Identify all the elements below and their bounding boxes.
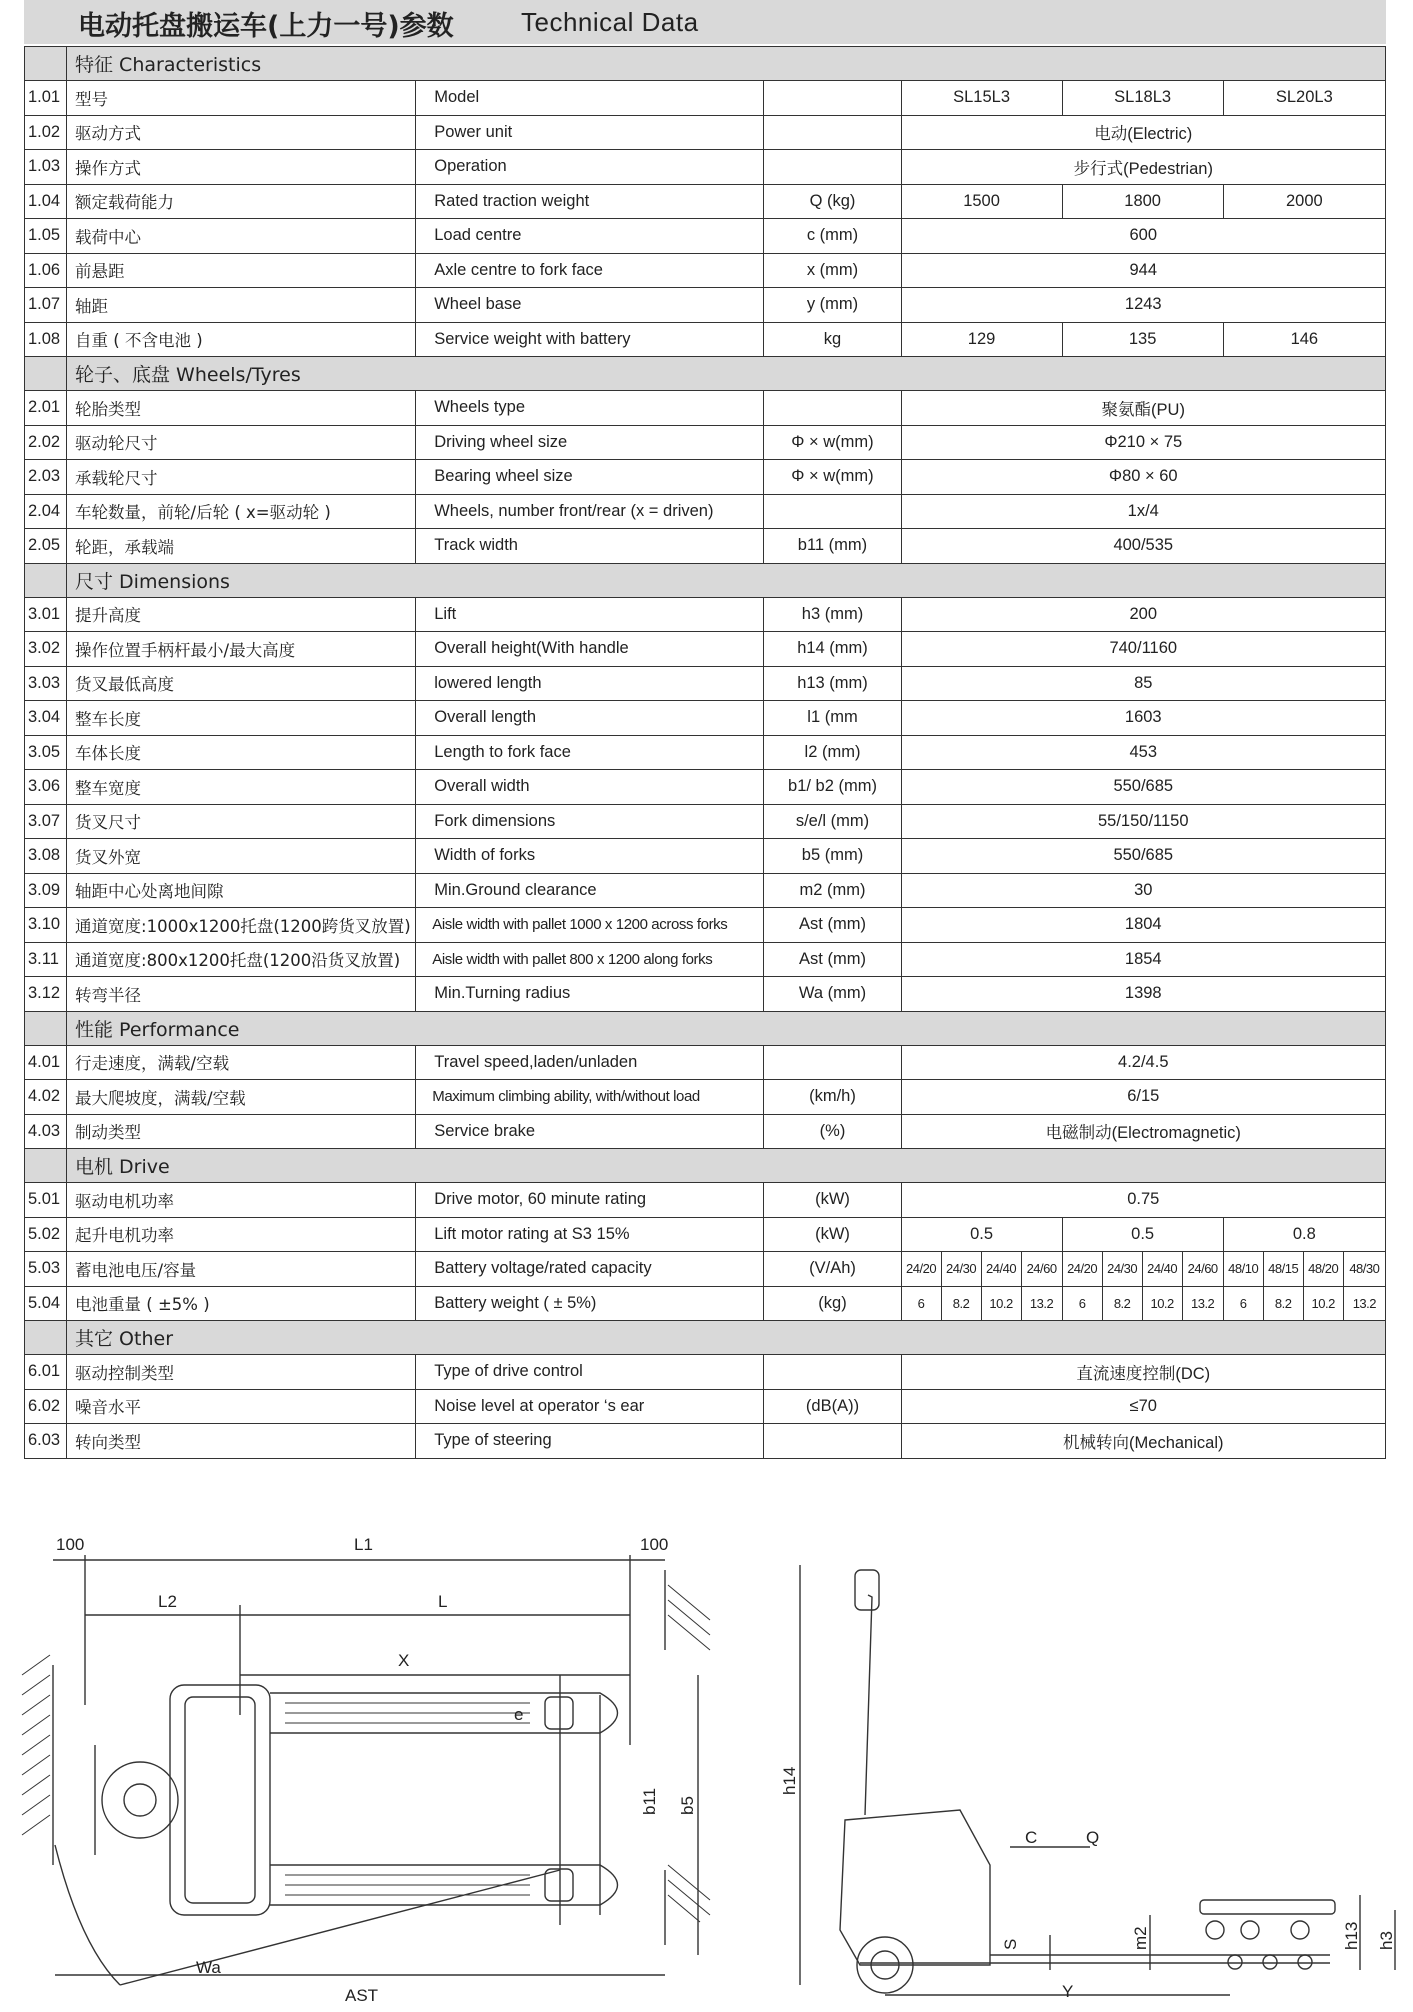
- dim-c: C: [1025, 1828, 1038, 1847]
- row-value: 1398: [901, 977, 1385, 1012]
- dim-l: L: [438, 1592, 448, 1611]
- row-number: 4.02: [25, 1080, 67, 1115]
- row-label-en: Power unit: [416, 115, 764, 150]
- row-value: 4.2/4.5: [901, 1045, 1385, 1080]
- row-label-en: Min.Ground clearance: [416, 873, 764, 908]
- row-unit: m2 (mm): [764, 873, 901, 908]
- dim-b11: b11: [640, 1787, 659, 1815]
- row-value-cell: 8.2: [941, 1286, 981, 1321]
- section-title: 其它 Other: [67, 1321, 1386, 1355]
- row-label-cn: 转弯半径: [67, 977, 416, 1012]
- row-value: 步行式(Pedestrian): [901, 150, 1385, 185]
- row-value: 机械转向(Mechanical): [901, 1424, 1385, 1459]
- spec-row: [25, 1045, 1386, 1080]
- row-value: 400/535: [901, 529, 1385, 564]
- spec-row: [25, 1114, 1386, 1149]
- row-label-en: Maximum climbing ability, with/without load: [416, 1080, 764, 1115]
- row-label-cn: 驱动轮尺寸: [67, 425, 416, 460]
- row-value-model-1: 1500: [901, 184, 1062, 219]
- spec-row: [25, 770, 1386, 805]
- row-value: 1804: [901, 908, 1385, 943]
- row-unit: [764, 391, 901, 426]
- spec-row: [25, 115, 1386, 150]
- row-value-cell: 24/40: [981, 1252, 1021, 1287]
- row-unit: (km/h): [764, 1080, 901, 1115]
- spec-row: [25, 253, 1386, 288]
- row-number: 3.01: [25, 597, 67, 632]
- row-value-cell: 8.2: [1102, 1286, 1142, 1321]
- row-value-model-1: 129: [901, 322, 1062, 357]
- row-value-model-3: 0.8: [1223, 1217, 1385, 1252]
- row-label-cn: 通道宽度:800x1200托盘(1200沿货叉放置): [67, 942, 416, 977]
- dim-y: Y: [1062, 1982, 1074, 2001]
- row-label-cn: 轴距中心处离地间隙: [67, 873, 416, 908]
- dim-x: X: [398, 1651, 410, 1670]
- spec-row: [25, 184, 1386, 219]
- row-label-cn: 驱动方式: [67, 115, 416, 150]
- row-label-en: Drive motor, 60 minute rating: [416, 1183, 764, 1218]
- row-value-cell: 24/20: [1062, 1252, 1102, 1287]
- row-number: 1.05: [25, 219, 67, 254]
- row-value-cell: 6: [901, 1286, 941, 1321]
- row-label-en: Battery weight ( ± 5%): [416, 1286, 764, 1321]
- row-unit: (kW): [764, 1183, 901, 1218]
- row-value-cell: 48/30: [1343, 1252, 1385, 1287]
- row-label-en: Driving wheel size: [416, 425, 764, 460]
- row-number: 3.06: [25, 770, 67, 805]
- row-label-cn: 驱动电机功率: [67, 1183, 416, 1218]
- dim-100-right: 100: [640, 1535, 669, 1554]
- spec-row: [25, 873, 1386, 908]
- spec-row: [25, 839, 1386, 874]
- row-number: 3.12: [25, 977, 67, 1012]
- row-value-cell: 24/30: [941, 1252, 981, 1287]
- dim-l1: L1: [354, 1535, 373, 1554]
- section-num-cell: [25, 47, 67, 81]
- row-number: 3.07: [25, 804, 67, 839]
- row-value: 电磁制动(Electromagnetic): [901, 1114, 1385, 1149]
- row-value-model-3: SL20L3: [1223, 81, 1385, 116]
- spec-row: [25, 1183, 1386, 1218]
- row-unit: y (mm): [764, 288, 901, 323]
- row-value-cell: 13.2: [1021, 1286, 1062, 1321]
- row-label-cn: 驱动控制类型: [67, 1355, 416, 1390]
- section-row: [25, 1149, 1386, 1183]
- row-unit: (kW): [764, 1217, 901, 1252]
- row-number: 1.08: [25, 322, 67, 357]
- row-label-en: Overall length: [416, 701, 764, 736]
- row-number: 3.10: [25, 908, 67, 943]
- row-unit: Φ × w(mm): [764, 460, 901, 495]
- row-label-cn: 通道宽度:1000x1200托盘(1200跨货叉放置): [67, 908, 416, 943]
- row-value: 600: [901, 219, 1385, 254]
- row-number: 2.03: [25, 460, 67, 495]
- row-value-cell: 10.2: [1142, 1286, 1182, 1321]
- row-unit: (V/Ah): [764, 1252, 901, 1287]
- section-num-cell: [25, 563, 67, 597]
- row-unit: Φ × w(mm): [764, 425, 901, 460]
- section-row: [25, 1321, 1386, 1355]
- row-label-en: Axle centre to fork face: [416, 253, 764, 288]
- row-unit: c (mm): [764, 219, 901, 254]
- row-label-cn: 承载轮尺寸: [67, 460, 416, 495]
- row-value-cell: 24/40: [1142, 1252, 1182, 1287]
- row-unit: [764, 494, 901, 529]
- row-value-model-3: 146: [1223, 322, 1385, 357]
- row-number: 1.06: [25, 253, 67, 288]
- row-label-en: Service brake: [416, 1114, 764, 1149]
- row-label-en: Noise level at operator ‘s ear: [416, 1389, 764, 1424]
- row-label-cn: 行走速度，满载/空载: [67, 1045, 416, 1080]
- spec-row: [25, 494, 1386, 529]
- section-row: [25, 357, 1386, 391]
- row-value: 电动(Electric): [901, 115, 1385, 150]
- spec-row: [25, 666, 1386, 701]
- spec-row: [25, 942, 1386, 977]
- row-unit: b11 (mm): [764, 529, 901, 564]
- dimension-drawings: [0, 1525, 1413, 2007]
- row-number: 5.04: [25, 1286, 67, 1321]
- spec-row: [25, 735, 1386, 770]
- row-number: 5.01: [25, 1183, 67, 1218]
- row-value-model-2: SL18L3: [1062, 81, 1223, 116]
- row-label-en: Min.Turning radius: [416, 977, 764, 1012]
- row-number: 6.01: [25, 1355, 67, 1390]
- spec-row: [25, 977, 1386, 1012]
- dim-100-left: 100: [56, 1535, 85, 1554]
- row-value: 740/1160: [901, 632, 1385, 667]
- row-value: 0.75: [901, 1183, 1385, 1218]
- row-value-model-3: 2000: [1223, 184, 1385, 219]
- row-unit: h3 (mm): [764, 597, 901, 632]
- row-label-en: lowered length: [416, 666, 764, 701]
- row-label-en: Rated traction weight: [416, 184, 764, 219]
- row-number: 3.09: [25, 873, 67, 908]
- row-number: 1.04: [25, 184, 67, 219]
- row-label-en: Type of steering: [416, 1424, 764, 1459]
- dim-h3: h3: [1377, 1931, 1396, 1950]
- row-label-cn: 起升电机功率: [67, 1217, 416, 1252]
- row-label-cn: 转向类型: [67, 1424, 416, 1459]
- section-row: [25, 1011, 1386, 1045]
- spec-row: [25, 1286, 1386, 1321]
- row-unit: Q (kg): [764, 184, 901, 219]
- row-label-cn: 载荷中心: [67, 219, 416, 254]
- row-value-model-1: 0.5: [901, 1217, 1062, 1252]
- row-label-cn: 型号: [67, 81, 416, 116]
- row-number: 1.02: [25, 115, 67, 150]
- row-label-cn: 制动类型: [67, 1114, 416, 1149]
- row-label-cn: 蓄电池电压/容量: [67, 1252, 416, 1287]
- dim-s: S: [1001, 1938, 1020, 1950]
- row-label-en: Wheels type: [416, 391, 764, 426]
- row-unit: x (mm): [764, 253, 901, 288]
- row-value: 55/150/1150: [901, 804, 1385, 839]
- spec-row: [25, 1252, 1386, 1287]
- row-label-cn: 整车宽度: [67, 770, 416, 805]
- row-unit: h14 (mm): [764, 632, 901, 667]
- spec-row: [25, 288, 1386, 323]
- row-value-cell: 48/10: [1223, 1252, 1263, 1287]
- row-value: 30: [901, 873, 1385, 908]
- spec-row: [25, 597, 1386, 632]
- row-value: 1854: [901, 942, 1385, 977]
- row-unit: b1/ b2 (mm): [764, 770, 901, 805]
- row-value-cell: 24/20: [901, 1252, 941, 1287]
- row-value-model-2: 135: [1062, 322, 1223, 357]
- row-number: 2.02: [25, 425, 67, 460]
- row-label-cn: 额定载荷能力: [67, 184, 416, 219]
- spec-row: [25, 632, 1386, 667]
- row-label-cn: 货叉外宽: [67, 839, 416, 874]
- row-unit: (%): [764, 1114, 901, 1149]
- row-value-cell: 8.2: [1263, 1286, 1303, 1321]
- row-unit: l2 (mm): [764, 735, 901, 770]
- spec-row: [25, 460, 1386, 495]
- section-num-cell: [25, 1011, 67, 1045]
- row-unit: kg: [764, 322, 901, 357]
- section-row: [25, 47, 1386, 81]
- spec-row: [25, 529, 1386, 564]
- row-label-en: Type of drive control: [416, 1355, 764, 1390]
- section-num-cell: [25, 357, 67, 391]
- row-value-model-2: 1800: [1062, 184, 1223, 219]
- row-label-cn: 车体长度: [67, 735, 416, 770]
- section-title: 尺寸 Dimensions: [67, 563, 1386, 597]
- row-number: 4.01: [25, 1045, 67, 1080]
- row-unit: (kg): [764, 1286, 901, 1321]
- row-value: 1603: [901, 701, 1385, 736]
- row-number: 3.08: [25, 839, 67, 874]
- row-unit: [764, 115, 901, 150]
- row-value: Φ80 × 60: [901, 460, 1385, 495]
- row-value: 聚氨酯(PU): [901, 391, 1385, 426]
- spec-row: [25, 391, 1386, 426]
- row-number: 3.11: [25, 942, 67, 977]
- row-label-cn: 提升高度: [67, 597, 416, 632]
- row-number: 5.03: [25, 1252, 67, 1287]
- row-label-en: Load centre: [416, 219, 764, 254]
- row-label-cn: 货叉尺寸: [67, 804, 416, 839]
- row-label-en: Lift motor rating at S3 15%: [416, 1217, 764, 1252]
- row-label-cn: 车轮数量，前轮/后轮 ( x=驱动轮 ): [67, 494, 416, 529]
- row-label-cn: 前悬距: [67, 253, 416, 288]
- spec-row: [25, 1217, 1386, 1252]
- row-label-en: Width of forks: [416, 839, 764, 874]
- row-number: 1.03: [25, 150, 67, 185]
- row-label-en: Length to fork face: [416, 735, 764, 770]
- row-label-en: Fork dimensions: [416, 804, 764, 839]
- spec-row: [25, 1424, 1386, 1459]
- row-value-model-1: SL15L3: [901, 81, 1062, 116]
- section-title: 轮子、底盘 Wheels/Tyres: [67, 357, 1386, 391]
- spec-row: [25, 1355, 1386, 1390]
- row-value: 85: [901, 666, 1385, 701]
- row-label-en: Aisle width with pallet 1000 x 1200 across forks: [416, 908, 764, 943]
- row-number: 2.05: [25, 529, 67, 564]
- spec-row: [25, 1080, 1386, 1115]
- row-unit: h13 (mm): [764, 666, 901, 701]
- row-number: 6.03: [25, 1424, 67, 1459]
- dim-h14: h14: [780, 1766, 799, 1795]
- row-unit: [764, 150, 901, 185]
- row-number: 3.04: [25, 701, 67, 736]
- row-value-cell: 13.2: [1343, 1286, 1385, 1321]
- row-label-en: Aisle width with pallet 800 x 1200 along forks: [416, 942, 764, 977]
- spec-row: [25, 804, 1386, 839]
- dimension-drawings-svg: [0, 1525, 1413, 2007]
- row-label-en: Bearing wheel size: [416, 460, 764, 495]
- spec-table-body: [25, 47, 1386, 1459]
- row-number: 2.04: [25, 494, 67, 529]
- row-label-cn: 轮胎类型: [67, 391, 416, 426]
- row-label-en: Track width: [416, 529, 764, 564]
- row-label-en: Travel speed,laden/unladen: [416, 1045, 764, 1080]
- spec-row: [25, 908, 1386, 943]
- dim-wa: Wa: [196, 1958, 221, 1977]
- row-value-cell: 24/60: [1182, 1252, 1223, 1287]
- row-value: 453: [901, 735, 1385, 770]
- row-number: 2.01: [25, 391, 67, 426]
- row-value-cell: 48/20: [1303, 1252, 1343, 1287]
- row-number: 1.07: [25, 288, 67, 323]
- row-value: Φ210 × 75: [901, 425, 1385, 460]
- row-value: 550/685: [901, 770, 1385, 805]
- row-unit: (dB(A)): [764, 1389, 901, 1424]
- row-unit: Ast (mm): [764, 942, 901, 977]
- dim-h13: h13: [1342, 1921, 1361, 1950]
- row-number: 5.02: [25, 1217, 67, 1252]
- row-label-cn: 噪音水平: [67, 1389, 416, 1424]
- row-value-model-2: 0.5: [1062, 1217, 1223, 1252]
- row-value: 6/15: [901, 1080, 1385, 1115]
- row-number: 1.01: [25, 81, 67, 116]
- row-value: ≤70: [901, 1389, 1385, 1424]
- row-value-cell: 24/60: [1021, 1252, 1062, 1287]
- dim-l2: L2: [158, 1592, 177, 1611]
- section-title: 特征 Characteristics: [67, 47, 1386, 81]
- row-number: 3.05: [25, 735, 67, 770]
- row-value: 200: [901, 597, 1385, 632]
- row-label-en: Operation: [416, 150, 764, 185]
- row-unit: [764, 81, 901, 116]
- section-num-cell: [25, 1149, 67, 1183]
- dim-e: e: [514, 1705, 524, 1724]
- spec-row: [25, 150, 1386, 185]
- row-unit: Wa (mm): [764, 977, 901, 1012]
- row-label-cn: 操作方式: [67, 150, 416, 185]
- spec-row: [25, 1389, 1386, 1424]
- page-title-en: Technical Data: [521, 7, 699, 37]
- section-title: 电机 Drive: [67, 1149, 1386, 1183]
- row-label-cn: 自重 ( 不含电池 ): [67, 322, 416, 357]
- row-value-cell: 6: [1062, 1286, 1102, 1321]
- row-value-cell: 6: [1223, 1286, 1263, 1321]
- row-unit: l1 (mm: [764, 701, 901, 736]
- section-row: [25, 563, 1386, 597]
- row-value-cell: 13.2: [1182, 1286, 1223, 1321]
- row-unit: b5 (mm): [764, 839, 901, 874]
- row-unit: s/e/l (mm): [764, 804, 901, 839]
- row-label-cn: 轴距: [67, 288, 416, 323]
- row-label-en: Battery voltage/rated capacity: [416, 1252, 764, 1287]
- row-label-en: Overall width: [416, 770, 764, 805]
- row-label-cn: 最大爬坡度，满载/空载: [67, 1080, 416, 1115]
- spec-table: [24, 46, 1386, 1459]
- row-unit: [764, 1424, 901, 1459]
- row-label-cn: 货叉最低高度: [67, 666, 416, 701]
- dim-b5: b5: [678, 1796, 697, 1815]
- spec-row: [25, 425, 1386, 460]
- row-label-en: Overall height(With handle: [416, 632, 764, 667]
- spec-row: [25, 81, 1386, 116]
- section-title: 性能 Performance: [67, 1011, 1386, 1045]
- spec-row: [25, 322, 1386, 357]
- dim-ast: AST: [345, 1986, 379, 2005]
- row-number: 6.02: [25, 1389, 67, 1424]
- title-bar: [24, 0, 1386, 44]
- row-unit: Ast (mm): [764, 908, 901, 943]
- row-value-cell: 10.2: [1303, 1286, 1343, 1321]
- row-value: 1x/4: [901, 494, 1385, 529]
- dim-q: Q: [1086, 1828, 1100, 1847]
- dim-m2: m2: [1131, 1926, 1150, 1950]
- row-unit: [764, 1045, 901, 1080]
- row-label-cn: 操作位置手柄杆最小/最大高度: [67, 632, 416, 667]
- spec-row: [25, 219, 1386, 254]
- row-value: 直流速度控制(DC): [901, 1355, 1385, 1390]
- row-number: 3.03: [25, 666, 67, 701]
- row-value: 944: [901, 253, 1385, 288]
- row-label-en: Model: [416, 81, 764, 116]
- section-num-cell: [25, 1321, 67, 1355]
- row-label-cn: 整车长度: [67, 701, 416, 736]
- row-label-en: Wheels, number front/rear (x = driven): [416, 494, 764, 529]
- row-value-cell: 10.2: [981, 1286, 1021, 1321]
- row-unit: [764, 1355, 901, 1390]
- row-label-en: Service weight with battery: [416, 322, 764, 357]
- row-value-cell: 48/15: [1263, 1252, 1303, 1287]
- row-value: 550/685: [901, 839, 1385, 874]
- row-value: 1243: [901, 288, 1385, 323]
- spec-row: [25, 701, 1386, 736]
- row-value-cell: 24/30: [1102, 1252, 1142, 1287]
- row-label-en: Lift: [416, 597, 764, 632]
- page-title-cn: 电动托盘搬运车(上力一号)参数: [78, 11, 454, 42]
- row-number: 3.02: [25, 632, 67, 667]
- row-number: 4.03: [25, 1114, 67, 1149]
- row-label-en: Wheel base: [416, 288, 764, 323]
- row-label-cn: 电池重量 ( ±5% ): [67, 1286, 416, 1321]
- row-label-cn: 轮距，承载端: [67, 529, 416, 564]
